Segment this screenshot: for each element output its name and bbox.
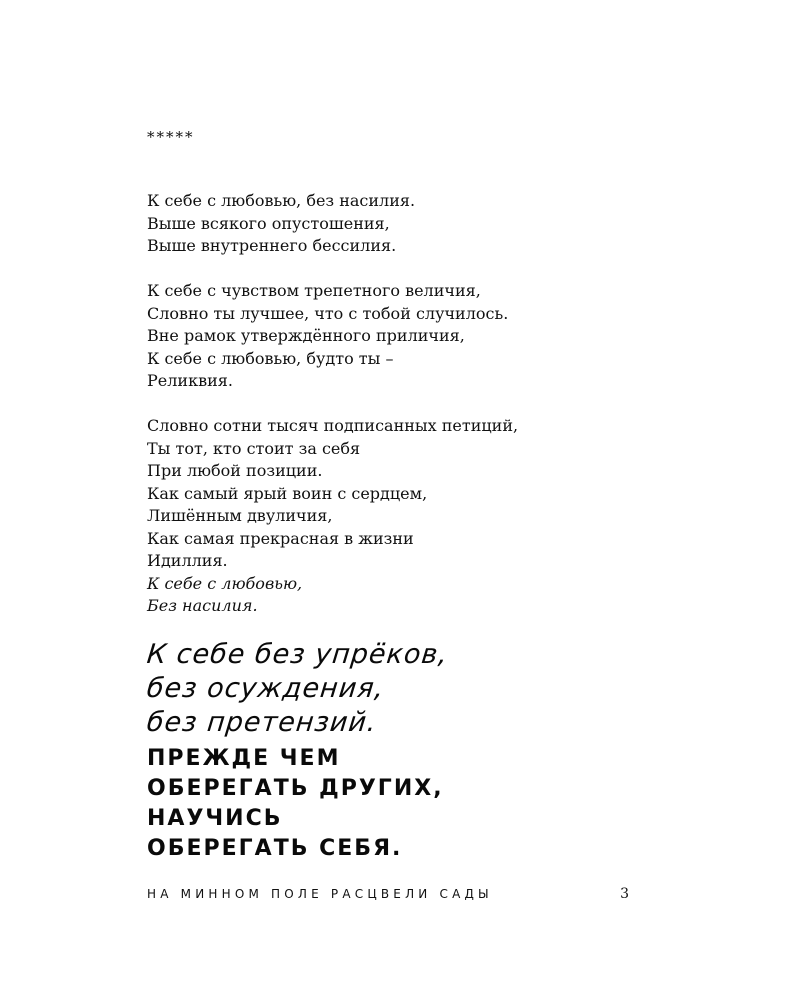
poem-line: Реликвия. bbox=[147, 371, 233, 390]
poem-line: Как самый ярый воин с сердцем, bbox=[147, 483, 428, 503]
handwritten-line: без претензий. bbox=[145, 707, 379, 738]
handwritten-uppercase-block bbox=[147, 744, 467, 864]
handwritten-line: без осуждения, bbox=[145, 673, 386, 704]
handwritten-lowercase-block bbox=[147, 638, 467, 740]
poem bbox=[147, 190, 617, 618]
poem-line: Словно ты лучшее, что с тобой случилось. bbox=[147, 303, 509, 323]
poem-line: Лишённым двуличия, bbox=[147, 506, 333, 525]
poem-line: Ты тот, кто стоит за себя bbox=[147, 438, 361, 458]
poem-line: При любой позиции. bbox=[147, 461, 323, 480]
poem-stanza-1 bbox=[147, 190, 617, 258]
page-number: 3 bbox=[620, 886, 629, 902]
poem-line: Словно сотни тысяч подписанных петиций, bbox=[147, 416, 519, 435]
poem-line: Выше всякого опустошения, bbox=[147, 213, 390, 233]
handwritten-line: К себе без упрёков, bbox=[145, 639, 450, 670]
poem-line-italic: Без насилия. bbox=[147, 596, 258, 615]
page-footer bbox=[147, 886, 637, 902]
poem-line: Как самая прекрасная в жизни bbox=[147, 528, 414, 548]
poem-line: Выше внутреннего бессилия. bbox=[147, 236, 397, 255]
section-separator: ***** bbox=[147, 128, 195, 146]
poem-line: К себе с любовью, без насилия. bbox=[147, 191, 416, 210]
handwritten-line: ОБЕРЕГАТЬ ДРУГИХ, bbox=[147, 776, 444, 801]
poem-line: К себе с любовью, будто ты – bbox=[147, 348, 394, 368]
handwritten-line: НАУЧИСЬ bbox=[147, 806, 283, 831]
poem-stanza-3 bbox=[147, 415, 617, 618]
handwritten-note bbox=[147, 638, 467, 864]
running-title: НА МИННОМ ПОЛЕ РАСЦВЕЛИ САДЫ bbox=[147, 887, 493, 901]
poem-line-italic: К себе с любовью, bbox=[147, 573, 303, 593]
poem-stanza-2 bbox=[147, 280, 617, 393]
handwritten-line: ОБЕРЕГАТЬ СЕБЯ. bbox=[147, 836, 403, 861]
handwritten-line: ПРЕЖДЕ ЧЕМ bbox=[147, 746, 341, 771]
poem-line: Вне рамок утверждённого приличия, bbox=[147, 326, 465, 345]
poem-line: Идиллия. bbox=[147, 551, 228, 570]
poem-line: К себе с чувством трепетного величия, bbox=[147, 281, 481, 300]
